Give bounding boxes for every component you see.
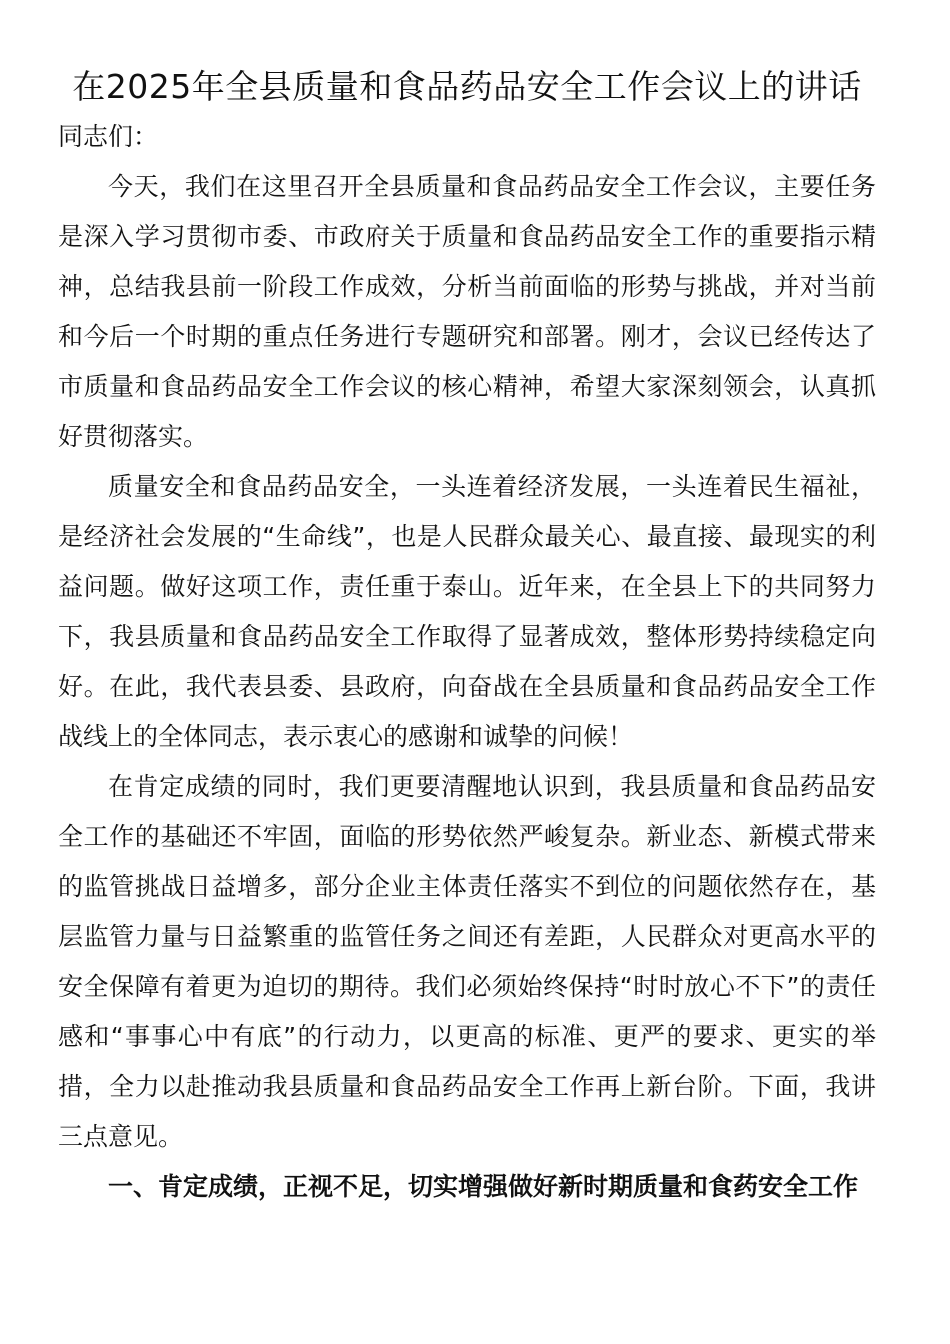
paragraph-opening: 今天，我们在这里召开全县质量和食品药品安全工作会议，主要任务是深入学习贯彻市委、市政府关于质量和食品药品安全工作的重要指示精神，总结我县前一阶段工作成效，分析当前面临的形势与挑战，并对当前和今后一个时期的重点任务进行专题研究和部署。刚才，会议已经传达了市质量和食品药品安全工作会议的核心精神，希望大家深刻领会，认真抓好贯彻落实。: [58, 172, 876, 451]
paragraph-challenges: 在肯定成绩的同时，我们更要清醒地认识到，我县质量和食品药品安全工作的基础还不牢固，面临的形势依然严峻复杂。新业态、新模式带来的监管挑战日益增多，部分企业主体责任落实不到位的问题依然存在，基层监管力量与日益繁重的监管任务之间还有差距，人民群众对更高水平的安全保障有着更为迫切的期待。我们必须始终保持“时时放心不下”的责任感和“事事心中有底”的行动力，以更高的标准、更严的要求、更实的举措，全力以赴推动我县质量和食品药品安全工作再上新台阶。下面，我讲三点意见。: [58, 772, 876, 1151]
document-title: 在2025年全县质量和食品药品安全工作会议上的讲话: [72, 67, 862, 106]
section-heading-1: 一、肯定成绩，正视不足，切实增强做好新时期质量和食药安全工作: [108, 1172, 859, 1201]
document-page: [58, 62, 876, 1212]
salutation: 同志们：: [58, 122, 159, 151]
paragraph-significance: 质量安全和食品药品安全，一头连着经济发展，一头连着民生福祉，是经济社会发展的“生命线”，也是人民群众最关心、最直接、最现实的利益问题。做好这项工作，责任重于泰山。近年来，在全县上下的共同努力下，我县质量和食品药品安全工作取得了显著成效，整体形势持续稳定向好。在此，我代表县委、县政府，向奋战在全县质量和食品药品安全工作战线上的全体同志，表示衷心的感谢和诚挚的问候！: [58, 472, 876, 751]
